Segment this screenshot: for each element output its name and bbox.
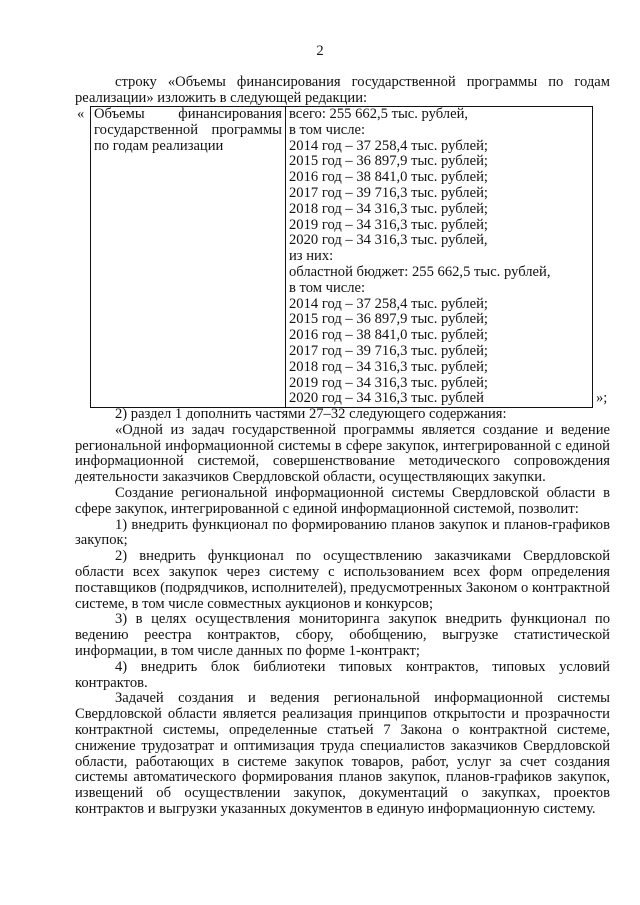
paragraph: «Одной из задач государственной программы является создание и ведение региональной информационной системы в сфере закупок, интегрированной с единой информационной системой, совершенствование методического сопровождения деятельности заказчиков Свердловской области, осуществляющих закупки. [75, 421, 610, 486]
financing-label: Объемы финансирования государственной программы по годам реализации [94, 106, 282, 154]
financing-line: 2016 год – 38 841,0 тыс. рублей; [289, 327, 488, 344]
financing-line: 2017 год – 39 716,3 тыс. рублей; [289, 342, 488, 359]
financing-line: 2018 год – 34 316,3 тыс. рублей; [289, 358, 488, 375]
paragraph: Создание региональной информационной системы Свердловской области в сфере закупок, интегрированной с единой информационной системой, позволит: [75, 484, 610, 517]
financing-line: 2020 год – 34 316,3 тыс. рублей [289, 390, 484, 407]
paragraph: Задачей создания и ведения региональной информационной системы Свердловской области является реализация принципов открытости и прозрачности контрактной системы, определенные статьей 7 Закона о контрактной системе, снижение трудозатрат и оптимизация труда специалистов заказчиков Свердловской области, работающих в системе закупок товаров, работ, услуг за счет создания системы автоматического формирования планов закупок, планов-графиков закупок, извещений об осуществлении закупок, документаций о закупках, проектов контрактов и выгрузки указанных документов в единую информационную систему. [75, 690, 610, 817]
paragraph: 1) внедрить функционал по формированию планов закупок и планов-графиков закупок; [75, 516, 610, 549]
paragraph: 3) в целях осуществления мониторинга закупок внедрить функционал по ведению реестра контрактов, сбору, обобщению, выгрузке статистической информации, в том числе данных по форме 1-контракт; [75, 611, 610, 659]
quote-open: « [77, 106, 85, 122]
financing-line: в том числе: [289, 121, 366, 138]
financing-line: в том числе: [289, 279, 366, 296]
financing-line: 2015 год – 36 897,9 тыс. рублей; [289, 311, 488, 328]
paragraph: 2) раздел 1 дополнить частями 27–32 следующего содержания: [115, 406, 507, 422]
financing-label-cell [91, 107, 286, 408]
financing-line: 2017 год – 39 716,3 тыс. рублей; [289, 184, 488, 201]
financing-line: 2019 год – 34 316,3 тыс. рублей; [289, 374, 488, 391]
financing-line: 2019 год – 34 316,3 тыс. рублей; [289, 216, 488, 233]
financing-line: 2016 год – 38 841,0 тыс. рублей; [289, 169, 488, 186]
financing-table [90, 106, 593, 408]
financing-line: 2018 год – 34 316,3 тыс. рублей; [289, 200, 488, 217]
financing-line: всего: 255 662,5 тыс. рублей, [289, 106, 469, 122]
financing-line: областной бюджет: 255 662,5 тыс. рублей, [289, 263, 551, 280]
financing-line: из них: [289, 248, 334, 265]
financing-row [91, 107, 593, 408]
quote-close: »; [596, 390, 608, 406]
financing-line: 2015 год – 36 897,9 тыс. рублей; [289, 153, 488, 170]
paragraph: 2) внедрить функционал по осуществлению заказчиками Свердловской области всех закупок через систему с использованием всех форм определения поставщиков (подрядчиков, исполнителей), предусмотренных Законом о контрактной системе, в том числе совместных аукционов и конкурсов; [75, 548, 610, 612]
page-number: 2 [316, 43, 324, 59]
intro-text: строку «Объемы финансирования государственной программы по годам реализации» изложить в следующей редакции: [75, 74, 610, 106]
body-text [75, 407, 610, 818]
financing-line: 2014 год – 37 258,4 тыс. рублей; [289, 137, 488, 154]
financing-values-cell [286, 107, 593, 408]
paragraph: 4) внедрить блок библиотеки типовых контрактов, типовых условий контрактов. [75, 658, 610, 691]
financing-line: 2014 год – 37 258,4 тыс. рублей; [289, 295, 488, 312]
intro-paragraph [75, 75, 610, 107]
financing-line: 2020 год – 34 316,3 тыс. рублей, [289, 232, 488, 249]
